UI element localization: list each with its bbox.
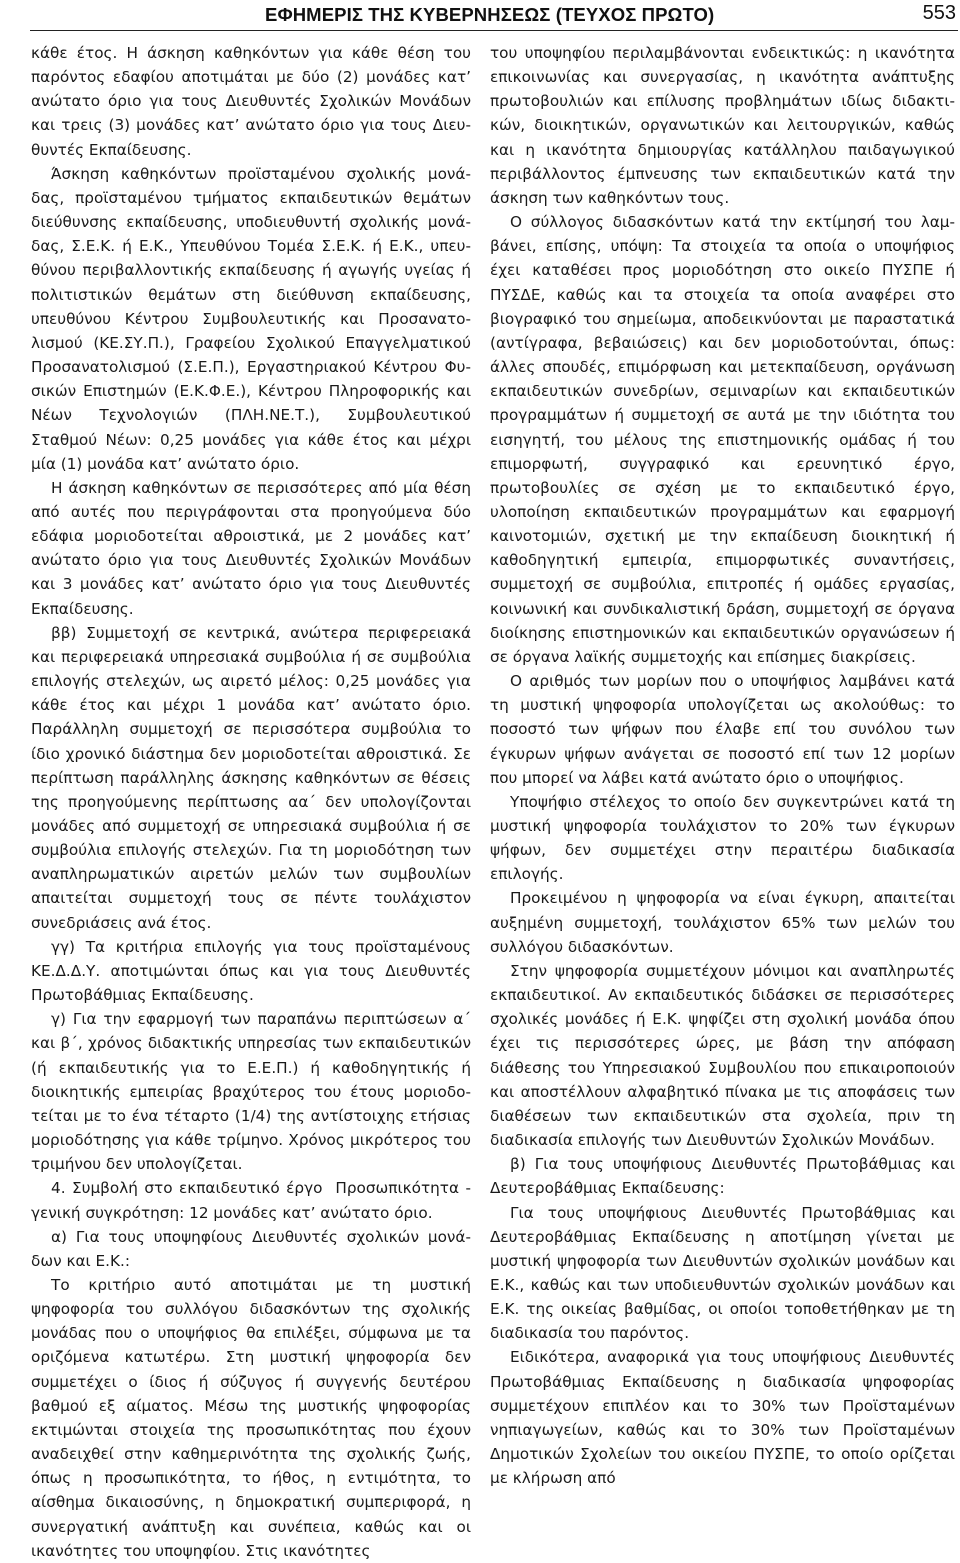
paragraph: Το κριτήριο αυτό αποτιμάται με τη μυστική ψηφοφορία του συλλόγου διδασκόντων της σχολικής μονάδας που ο υποψήφιος θα επιλέξει, σύμφωνα με τα οριζόμενα κατωτέρω. Στη μυστική ψηφοφορία δεν συμμετέχει ο ίδιος ή σύζυγος ή συγγενής δευτέρου βαθμού εξ αίματος. Μέσω της μυστικής ψηφοφορίας εκτιμώνται στοιχεία της προσωπικότητας που έχουν αναδειχθεί στην καθημερινότητα της σχολικής ζωής, όπως η προσωπικότητα, το ήθος, η εντιμότητα, το αίσθημα δικαιοσύνης, η δημοκρατική συμπεριφορά, η συνεργατική ανάπτυξη και συνέπεια, καθώς και οι ικανότητες του υποψηφίου. Στις ικανότητες — [31, 1275, 471, 1560]
paragraph: β) Για τους υποψήφιους Διευθυντές Πρωτοβάθμιας και Δευτεροβάθμιας Εκπαίδευσης: — [490, 1155, 955, 1198]
paragraph: 4. Συμβολή στο εκπαιδευτικό έργο Προσωπικότητα γενική συγκρότηση: 12 μονάδες κατ’ ανώτατο όριο. — [31, 1179, 471, 1222]
right-column — [490, 41, 955, 1490]
paragraph: κάθε έτος. Η άσκηση καθηκόντων για κάθε θέση του παρόντος εδαφίου αποτιμάται με δύο (2) μονάδες κατ’ ανώτατο όριο για τους Διευθυντές Σχολικών Μονάδων και τρεις (3) μονάδες κατ’ ανώτατο όριο για τους Διευθυντές Εκπαίδευσης. — [31, 44, 471, 159]
left-column — [31, 41, 471, 1563]
page-number: 553 — [922, 2, 956, 24]
gazette-title: ΕΦΗΜΕΡΙΣ ΤΗΣ ΚΥΒΕΡΝΗΣΕΩΣ (ΤΕΥΧΟΣ ΠΡΩΤΟ) — [265, 4, 715, 25]
paragraph: Στην ψηφοφορία συμμετέχουν μόνιμοι και αναπληρωτές εκπαιδευτικοί. Αν εκπαιδευτικός διδάσκει σε περισσότερες σχολικές μονάδες ή Ε.Κ. ψηφίζει στη σχολική μονάδα όπου έχει τις περισσότερες ώρες, με βάση την απόφαση διάθεσης του Υπηρεσιακού Συμβουλίου που επικαιροποιούν και αποστέλλουν αλφαβητικό πίνακα με τις αποφάσεις των διαθέσεων των εκπαιδευτικών στα σχολεία, πριν τη διαδικασία επιλογής των Διευθυντών Σχολικών Μονάδων. — [490, 961, 955, 1150]
paragraph: ββ) Συμμετοχή σε κεντρικά, ανώτερα περιφερειακά και περιφερειακά υπηρεσιακά συμβούλια ή σε συμβούλια επιλογής στελεχών, ως αιρετό μέλος: 0,25 μονάδες για κάθε έτος και μέχρι 1 μονάδα κατ’ ανώτατο όριο. Παράλληλη συμμετοχή σε περισσότερα συμβούλια το ίδιο χρονικό διάστημα δεν μοριοδοτείται αθροιστικά. Σε περίπτωση παράλληλης άσκησης καθηκόντων σε θέσεις της προηγούμενης περίπτωσης αα΄ δεν υπολογίζονται μονάδες από συμμετοχή σε υπηρεσιακά συμβούλια ή σε συμβούλια επιλογής στελεχών. Για τη μοριοδότηση των αναπληρωματικών αιρετών μελών των συμβουλίων απαιτείται συμμετοχή τους σε πέντε τουλάχιστον συνεδριάσεις ανά έτος. — [31, 623, 471, 932]
paragraph: α) Για τους υποψηφίους Διευθυντές σχολικών μονάδων και Ε.Κ.: — [31, 1227, 471, 1270]
paragraph: Για τους υποψήφιους Διευθυντές Πρωτοβάθμιας και Δευτεροβάθμιας Εκπαίδευσης η αποτίμηση γίνεται με μυστική ψηφοφορία των Διευθυντών σχολικών μονάδων και Ε.Κ., καθώς και των υποδιευθυντών σχολικών μονάδων και Ε.Κ. της οικείας βαθμίδας, οι οποίοι τοποθετήθηκαν με τη διαδικασία του παρόντος. — [490, 1203, 955, 1343]
paragraph: Άσκηση καθηκόντων προϊσταμένου σχολικής μονάδας, προϊσταμένου τμήματος εκπαιδευτικών θεμάτων διεύθυνσης εκπαίδευσης, υποδιευθυντή σχολικής μονάδας, Σ.Ε.Κ. ή Ε.Κ., Υπευθύνου Τομέα Σ.Ε.Κ. ή Ε.Κ., υπευθύνου περιβαλλοντικής εκπαίδευσης ή αγωγής υγείας ή πολιτιστικών θεμάτων στη διεύθυνση εκπαίδευσης, υπευθύνου Κέντρου Συμβουλευτικής και Προσανατολισμού (ΚΕ.ΣΥ.Π.), Γραφείου Σχολικού Επαγγελματικού Προσανατολισμού (Σ.Ε.Π.), Εργαστηριακού Κέντρου Φυσικών Επιστημών (Ε.Κ.Φ.Ε.), Κέντρου Πληροφορικής και Νέων Τεχνολογιών (ΠΛΗ.ΝΕ.Τ.), Συμβουλευτικού Σταθμού Νέων: 0,25 μονάδες για κάθε έτος και μέχρι μία (1) μονάδα κατ’ ανώτατο όριο. — [31, 164, 471, 473]
paragraph: του υποψηφίου περιλαμβάνονται ενδεικτικώς: η ικανότητα επικοινωνίας και συνεργασίας, η ικανότητα ανάπτυξης πρωτοβουλιών και επίλυσης προβλημάτων ιδίως διδακτικών, διοικητικών, οργανωτικών και λειτουργικών, καθώς και η ικανότητα δημιουργίας κατάλληλου παιδαγωγικού περιβάλλοντος έμπνευσης των εκπαιδευτικών κατά την άσκηση των καθηκόντων τους. — [490, 44, 955, 207]
paragraph: Προκειμένου η ψηφοφορία να είναι έγκυρη, απαιτείται αυξημένη συμμετοχή, τουλάχιστον 65% των μελών του συλλόγου διδασκόντων. — [490, 889, 955, 956]
paragraph: Ο αριθμός των μορίων που ο υποψήφιος λαμβάνει κατά τη μυστική ψηφοφορία υπολογίζεται ως ακολούθως: το ποσοστό των ψήφων που έλαβε επί του συνόλου των έγκυρων ψήφων ανάγεται σε ποσοστό επί των 12 μορίων που μπορεί να λάβει κατά ανώτατο όριο ο υποψήφιος. — [490, 672, 955, 787]
paragraph: γ) Για την εφαρμογή των παραπάνω περιπτώσεων α΄ και β΄, χρόνος διδακτικής υπηρεσίας των εκπαιδευτικών (ή εκπαιδευτικής για το Ε.Ε.Π.) ή καθοδηγητικής ή διοικητικής εμπειρίας βραχύτερος του έτους μοριοδοτείται με το ένα τέταρτο (1/4) της αντίστοιχης ετήσιας μοριοδότησης για κάθε τρίμηνο. Χρόνος μικρότερος του τριμήνου δεν υπολογίζεται. — [31, 1010, 471, 1174]
paragraph: Υποψήφιο στέλεχος το οποίο δεν συγκεντρώνει κατά τη μυστική ψηφοφορία τουλάχιστον το 20% των έγκυρων ψήφων, δεν συμμετέχει στην περαιτέρω διαδικασία επιλογής. — [490, 792, 955, 884]
paragraph: Ειδικότερα, αναφορικά για τους υποψήφιους Διευθυντές Πρωτοβάθμιας Εκπαίδευσης η διαδικασία ψηφοφορίας συμμετέχουν επιπλέον και το 30% των Προϊσταμένων νηπιαγωγείων, καθώς και το 30% των Προϊσταμένων Δημοτικών Σχολείων του οικείου ΠΥΣΠΕ, το οποίο ορίζεται με κλήρωση από — [490, 1348, 955, 1488]
paragraph: Ο σύλλογος διδασκόντων κατά την εκτίμησή του λαμβάνει, επίσης, υπόψη: Τα στοιχεία τα οποία ο υποψήφιος έχει καταθέσει προς μοριοδότηση στο οικείο ΠΥΣΠΕ ή ΠΥΣΔΕ, καθώς και τα στοιχεία τα οποία αναφέρει στο βιογραφικό του σημείωμα, αποδεικνύονται με παραστατικά (αντίγραφα, βεβαιώσεις) και δεν μοριοδοτούνται, όπως: άλλες σπουδές, επιμόρφωση και μετεκπαίδευση, οργάνωση εκπαιδευτικών συνεδρίων, σεμιναρίων και εκπαιδευτικών προγραμμάτων ή συμμετοχή σε αυτά με την ιδιότητα του εισηγητή, του μέλους της επιστημονικής ομάδας ή του επιμορφωτή, συγγραφικό και ερευνητικό έργο, πρωτοβουλίες σε σχέση με το εκπαιδευτικό έργο, υλοποίηση εκπαιδευτικών προγραμμάτων και εφαρμογή καινοτομιών, σχετική με την εκπαίδευση διοικητική ή καθοδηγητική εμπειρία, επιμορφωτικές συναντήσεις, συμμετοχή σε συμβούλια, επιτροπές ή ομάδες εργασίας, κοινωνική και συνδικαλιστική δράση, συμμετοχή σε όργανα διοίκησης επιστημονικών και εκπαιδευτικών οργανώσεων ή σε όργανα λαϊκής συμμετοχής και επίσημες διακρίσεις. — [490, 213, 955, 666]
paragraph: Η άσκηση καθηκόντων σε περισσότερες από μία θέση από αυτές που περιγράφονται στα προηγούμενα δύο εδάφια μοριοδοτείται αθροιστικά, με 2 μονάδες κατ’ ανώτατο όριο για τους Διευθυντές Σχολικών Μονάδων και 3 μονάδες κατ’ ανώτατο όριο για τους Διευθυντές Εκπαίδευσης. — [31, 478, 471, 618]
page-header — [30, 2, 958, 31]
paragraph: γγ) Τα κριτήρια επιλογής για τους προϊσταμένους ΚΕ.Δ.Δ.Υ. αποτιμώνται όπως και για τους Διευθυντές Πρωτοβάθμιας Εκπαίδευσης. — [31, 937, 471, 1005]
